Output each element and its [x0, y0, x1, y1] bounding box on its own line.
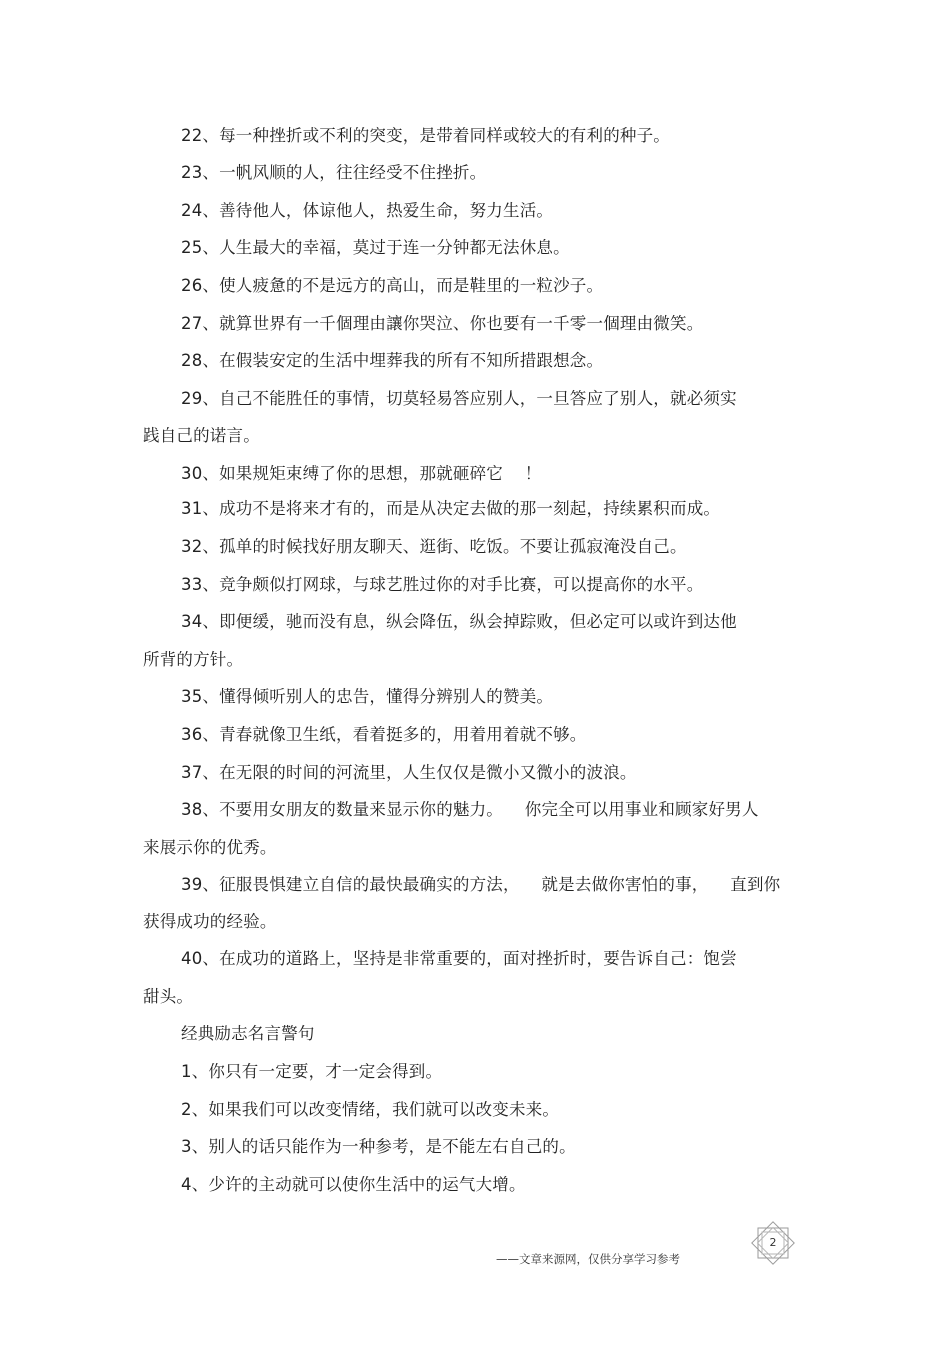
text-line-39: 39、征服畏惧建立自信的最快最确实的方法， 就是去做你害怕的事， 直到你 — [181, 875, 781, 894]
text-line-39-cont: 获得成功的经验。 — [143, 912, 277, 931]
footer-source-note: ——文章来源网，仅供分享学习参考 — [496, 1252, 680, 1266]
text-line-25: 25、人生最大的幸福，莫过于连一分钟都无法休息。 — [181, 238, 570, 257]
text-line-26: 26、使人疲惫的不是远方的高山，而是鞋里的一粒沙子。 — [181, 276, 604, 295]
text-line-33: 33、竞争颇似打网球，与球艺胜过你的对手比赛，可以提高你的水平。 — [181, 575, 704, 594]
text-line-s4: 4、少许的主动就可以使你生活中的运气大增。 — [181, 1175, 526, 1194]
text-line-30: 30、如果规矩束缚了你的思想，那就砸碎它 ！ — [181, 464, 542, 483]
section-heading: 经典励志名言警句 — [181, 1024, 315, 1043]
text-line-s1: 1、你只有一定要，才一定会得到。 — [181, 1062, 443, 1081]
text-line-38-cont: 来展示你的优秀。 — [143, 838, 277, 857]
text-line-36: 36、青春就像卫生纸，看着挺多的，用着用着就不够。 — [181, 725, 587, 744]
text-line-34-cont: 所背的方针。 — [143, 650, 244, 669]
page-number-badge — [750, 1220, 796, 1266]
text-line-s3: 3、别人的话只能作为一种参考，是不能左右自己的。 — [181, 1137, 576, 1156]
text-line-27: 27、就算世界有一千個理由讓你哭泣、你也要有一千零一個理由微笑。 — [181, 314, 704, 333]
text-line-s2: 2、如果我们可以改变情绪，我们就可以改变未来。 — [181, 1100, 560, 1119]
text-line-32: 32、孤单的时候找好朋友聊天、逛街、吃饭。不要让孤寂淹没自己。 — [181, 537, 687, 556]
text-line-31: 31、成功不是将来才有的，而是从决定去做的那一刻起，持续累积而成。 — [181, 499, 721, 518]
text-line-40: 40、在成功的道路上，坚持是非常重要的，面对挫折时，要告诉自己：饱尝 — [181, 949, 737, 968]
text-line-28: 28、在假装安定的生活中埋葬我的所有不知所措跟想念。 — [181, 351, 604, 370]
text-line-37: 37、在无限的时间的河流里，人生仅仅是微小又微小的波浪。 — [181, 763, 637, 782]
text-line-23: 23、一帆风顺的人，往往经受不住挫折。 — [181, 163, 487, 182]
text-line-34: 34、即便缓，驰而没有息，纵会降伍，纵会掉踪败，但必定可以或许到达他 — [181, 612, 737, 631]
text-line-29: 29、自己不能胜任的事情，切莫轻易答应别人，一旦答应了别人，就必须实 — [181, 389, 737, 408]
text-line-35: 35、懂得倾听别人的忠告，懂得分辨别人的赞美。 — [181, 687, 554, 706]
text-line-40-cont: 甜头。 — [143, 987, 194, 1006]
page-number: 2 — [769, 1236, 777, 1249]
text-line-22: 22、每一种挫折或不利的突变，是带着同样或较大的有利的种子。 — [181, 126, 670, 145]
text-line-38: 38、不要用女朋友的数量来显示你的魅力。 你完全可以用事业和顾家好男人 — [181, 800, 759, 819]
text-line-24: 24、善待他人，体谅他人，热爱生命，努力生活。 — [181, 201, 554, 220]
text-line-29-cont: 践自己的诺言。 — [143, 426, 260, 445]
